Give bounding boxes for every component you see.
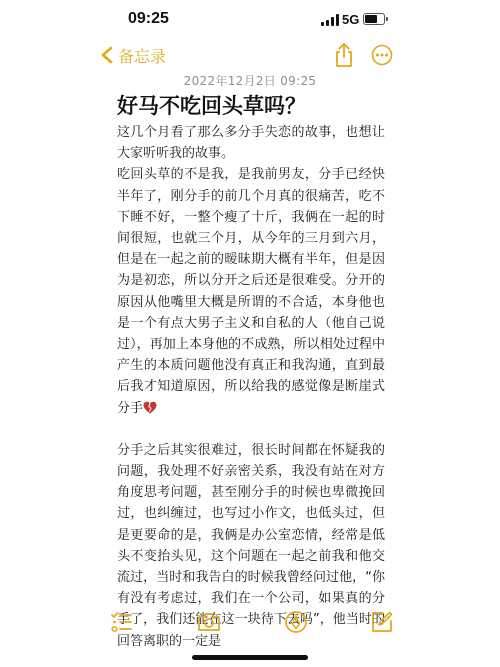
note-body[interactable] (117, 122, 385, 652)
back-label: 备忘录 (118, 46, 167, 66)
bottom-toolbar (0, 608, 500, 638)
camera-icon[interactable] (197, 610, 221, 634)
battery-icon (363, 13, 385, 25)
markup-pen-icon[interactable] (284, 610, 308, 634)
back-button[interactable] (100, 42, 166, 68)
nav-bar (0, 40, 500, 70)
cellular-signal-icon (321, 14, 339, 26)
network-label: 5G (342, 12, 360, 27)
note-paragraph: 分手之后其实很难过，很长时间都在怀疑我的问题，我处理不好亲密关系，我没有站在对方角度思考问题，甚至刚分手的时候也卑微挽回过，也纠缠过，也写过小作文，也低头过，但是更要命的是，我俩是办公室恋情，经常是低头不变抬头见，这个问题在一起之前我和他交流过，当时和我告白的时候我曾经问过他，“你有没有考虑过，我们在一个公司，如果真的分手了，我们还能在这一块待下去吗”，他当时的回答离职的一定是 (117, 442, 385, 649)
home-indicator[interactable] (192, 655, 308, 660)
more-icon[interactable] (371, 44, 393, 66)
note-paragraph-text: 吃回头草的不是我，是我前男友，分手已经快半年了，刚分手的前几个月真的很痛苦，吃不下睡不好，一整个瘦了十斤，我俩在一起的时间很短，也就三个月，从今年的三月到六月，但是在一起之前的暧昧期大概有半年，但是因为是初恋，所以分开之后还是很难受。分开的原因从他嘴里大概是所谓的不合适，本身他也是一个有点大男子主义和自私的人（他自己说过），再加上本身他的不成熟，所以相处过程中产生的本质问题他没有真正和我沟通，直到最后我才知道原因，所以给我的感觉像是断崖式分手 (117, 167, 385, 416)
status-time: 09:25 (128, 10, 169, 27)
status-bar (0, 0, 500, 40)
compose-icon[interactable] (370, 610, 394, 634)
chevron-left-icon (100, 46, 114, 64)
note-paragraph (117, 164, 385, 418)
paragraph-gap (117, 419, 385, 440)
broken-heart-icon (143, 401, 157, 414)
share-icon[interactable] (333, 42, 355, 68)
note-paragraph: 这几个月看了那么多分手失恋的故事，也想让大家听听我的故事。 (117, 125, 385, 162)
checklist-icon[interactable] (110, 610, 134, 634)
note-date: 2022年12月2日 09:25 (183, 74, 317, 88)
note-title: 好马不吃回头草吗？ (117, 94, 306, 118)
